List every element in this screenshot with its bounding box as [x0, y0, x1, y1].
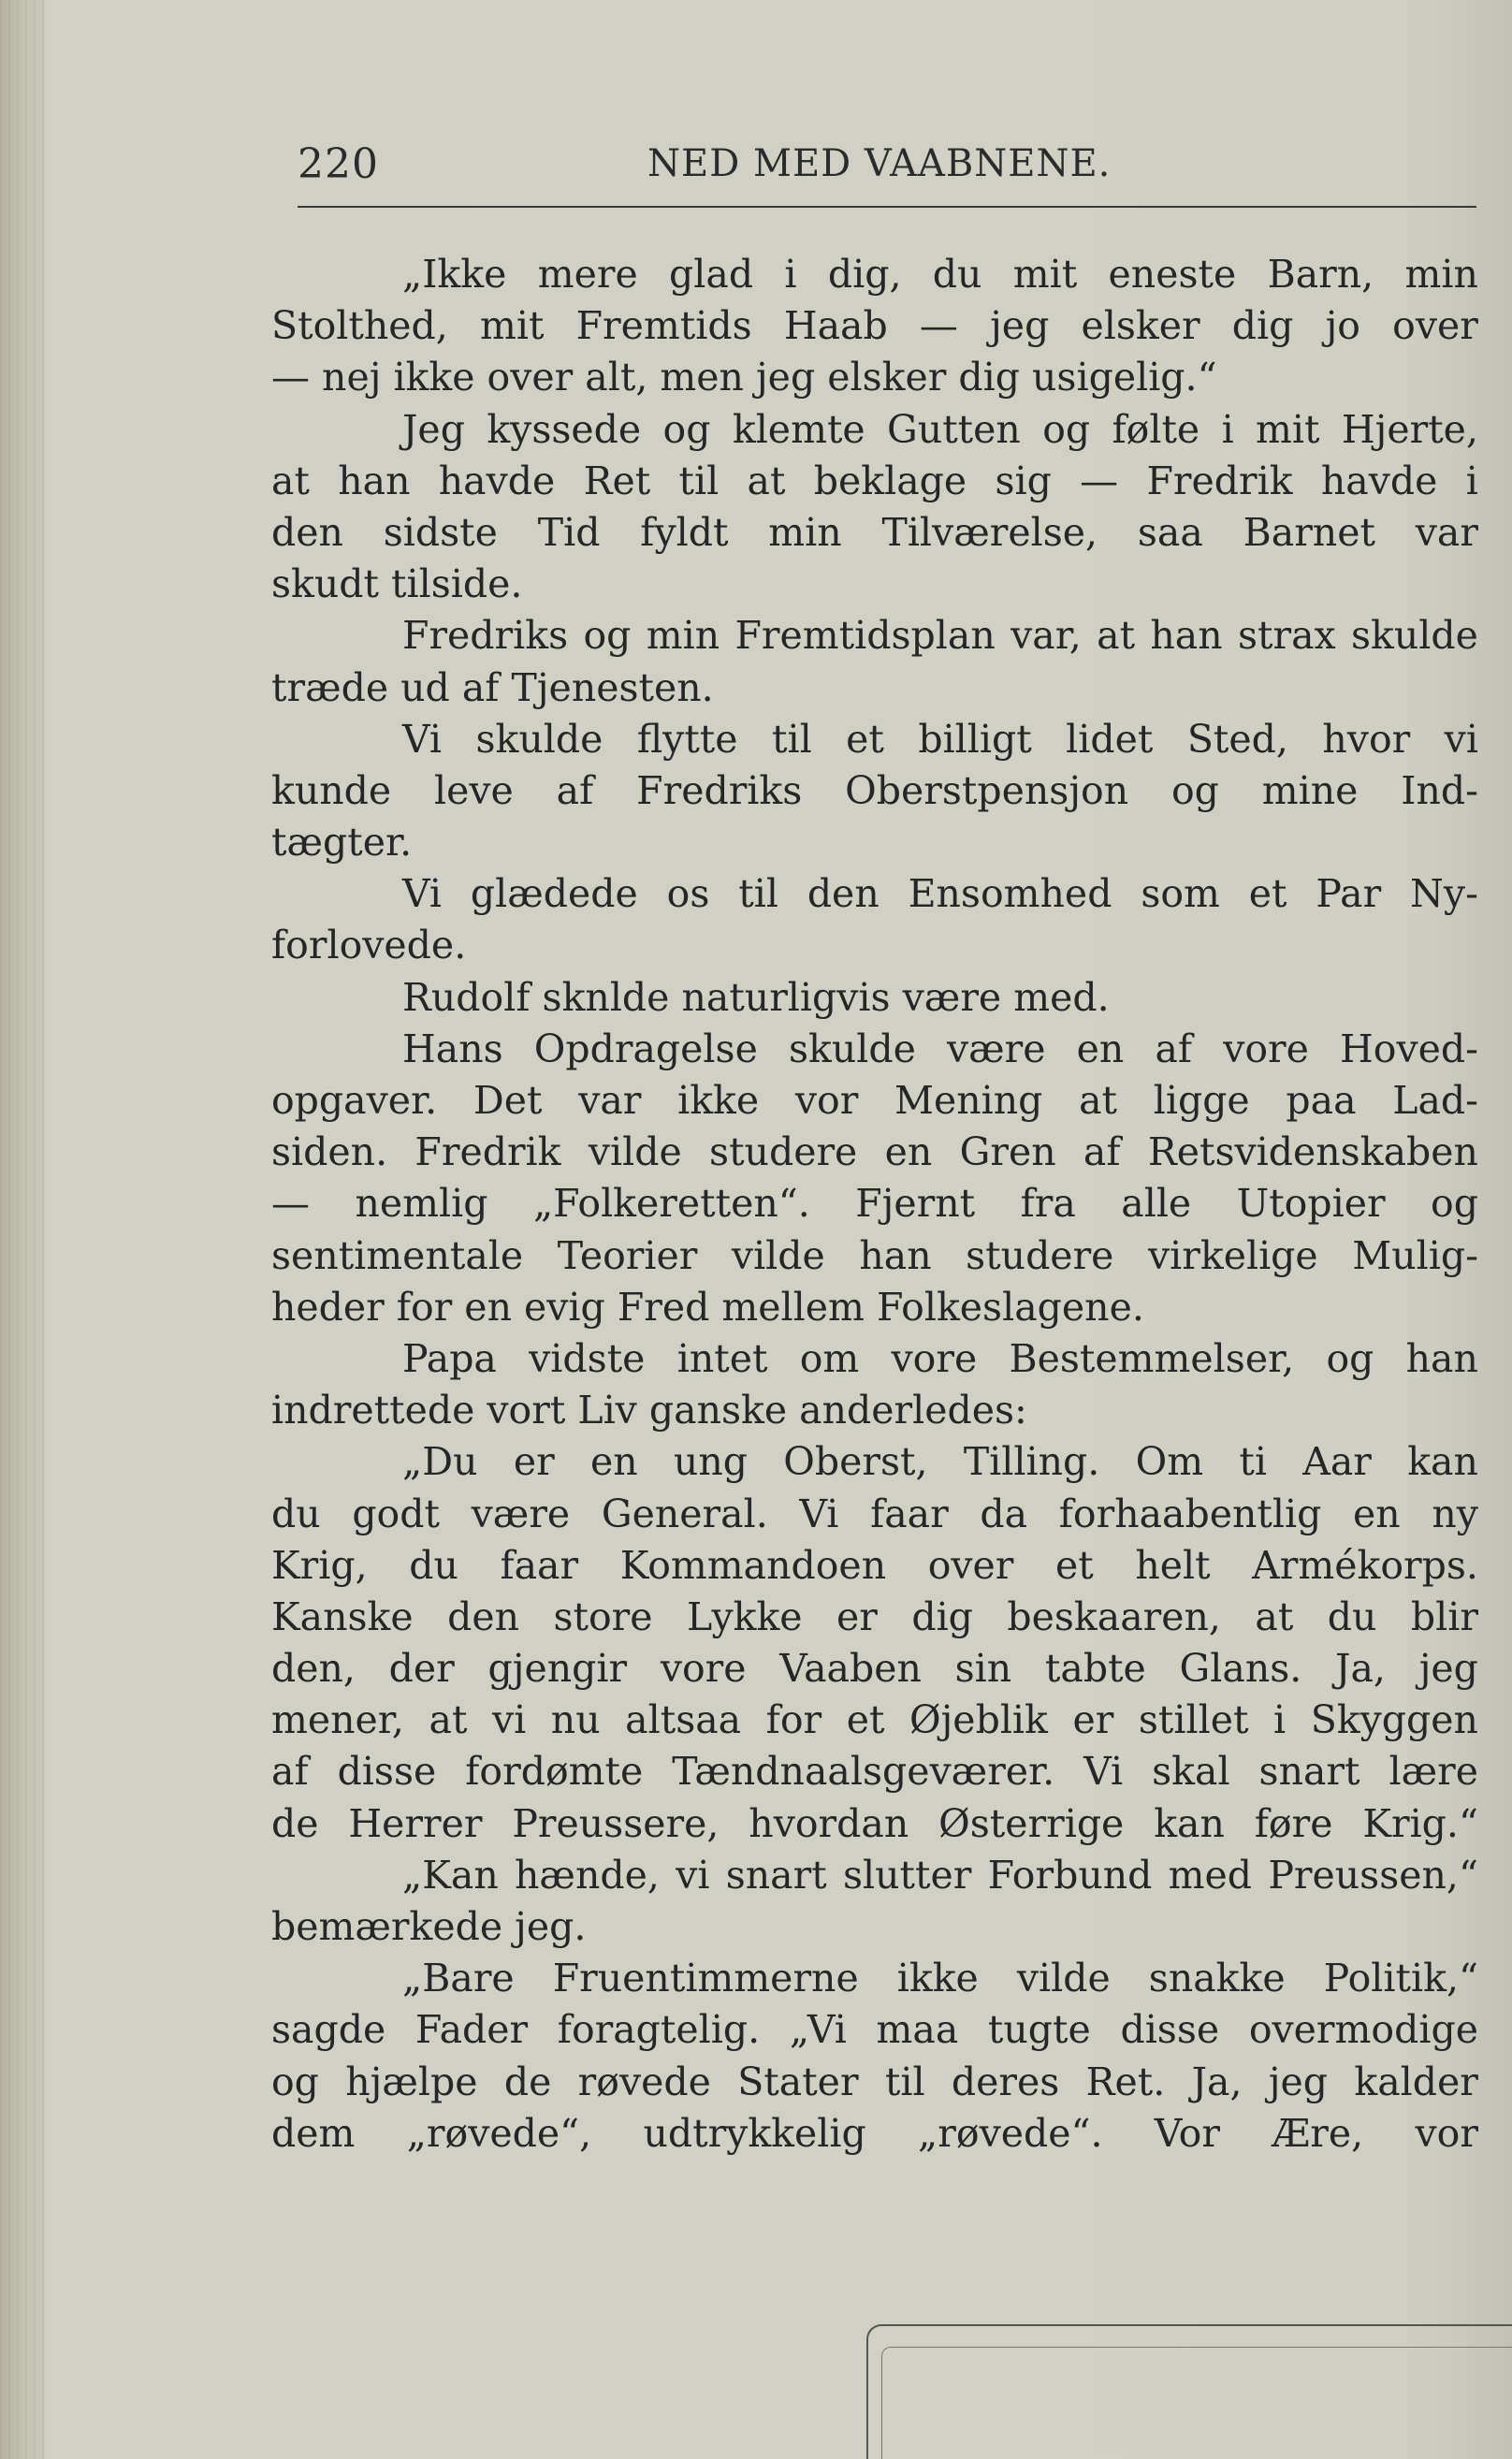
word: Krig.“ [1362, 1800, 1478, 1846]
text-line [271, 456, 1478, 507]
word: Tid [537, 509, 601, 555]
word: disse [1120, 2007, 1220, 2053]
word: lære [1388, 1749, 1478, 1795]
word: Kanske [271, 1593, 414, 1639]
word: os [666, 871, 710, 917]
word: klemte [732, 406, 865, 452]
word: Vi [799, 1491, 839, 1536]
text-line: indrettede vort Liv ganske anderledes: [271, 1388, 1027, 1433]
word: en [1353, 1491, 1401, 1536]
text-line [271, 1695, 1478, 1746]
word: være [471, 1491, 571, 1536]
word: i [784, 252, 797, 297]
word: havde [1320, 458, 1438, 503]
text-line [271, 1178, 1478, 1230]
word: da [980, 1491, 1028, 1536]
word: snart [725, 1852, 827, 1898]
page-gutter [0, 0, 45, 2459]
word: Stater [737, 2059, 859, 2104]
text-line [271, 1333, 1478, 1385]
word: Politik,“ [1323, 1956, 1478, 2001]
word: ti [1239, 1439, 1267, 1485]
word: fra [1020, 1181, 1076, 1227]
word: Ja, [1335, 1646, 1386, 1692]
text-line [271, 1850, 1478, 1901]
word: den [807, 871, 880, 917]
word: de [503, 2059, 552, 2104]
word: studere [966, 1232, 1114, 1278]
word: i [1273, 1697, 1287, 1743]
word: over [927, 1542, 1014, 1588]
text-line [271, 1798, 1478, 1850]
word: „røvede“, [406, 2110, 592, 2156]
text-line [271, 1643, 1478, 1695]
word: ikke [677, 1078, 760, 1123]
word: Hoved- [1340, 1026, 1478, 1071]
text-line [271, 300, 1478, 352]
text-line [271, 868, 1478, 920]
word: vore [660, 1646, 747, 1692]
word: Ret. [1085, 2059, 1166, 2104]
word: en [589, 1439, 638, 1485]
word: „Du [402, 1439, 478, 1485]
word: Oberst, [783, 1439, 928, 1485]
word: vidste [529, 1335, 646, 1381]
text-line: tægter. [271, 820, 413, 866]
word: er [836, 1593, 878, 1639]
body-text [271, 249, 1478, 2160]
word: foragtelig. [557, 2007, 761, 2053]
text-line [271, 1953, 1478, 2004]
word: for [765, 1697, 822, 1743]
word: Fremtidsplan [734, 613, 996, 659]
text-line [271, 249, 1478, 300]
word: stillet [1138, 1697, 1249, 1743]
word: — [1080, 458, 1119, 503]
word: vore [1223, 1026, 1309, 1071]
word: billigt [918, 716, 1032, 762]
word: var [1415, 509, 1478, 555]
word: elsker [1081, 303, 1200, 349]
word: den [271, 509, 343, 555]
word: virkelige [1147, 1232, 1318, 1278]
word: Herrer [348, 1800, 483, 1846]
text-line [271, 610, 1478, 662]
word: Barnet [1243, 509, 1375, 555]
word: Vi [402, 871, 443, 917]
word: Sted, [1186, 716, 1288, 762]
word: Jeg [402, 406, 465, 452]
word: Skyggen [1310, 1697, 1478, 1743]
text-line [271, 1024, 1478, 1075]
word: Preussere, [512, 1800, 720, 1846]
word: hænde, [515, 1852, 660, 1898]
word: sentimentale [271, 1232, 524, 1278]
word: vore [891, 1335, 978, 1381]
word: du [409, 1542, 458, 1588]
word: — [919, 303, 958, 349]
word: Ensomhed [908, 871, 1112, 917]
text-line [271, 2004, 1478, 2056]
word: faar [870, 1491, 949, 1536]
word: føre [1254, 1800, 1333, 1846]
text-line: bemærkede jeg. [271, 1904, 587, 1949]
word: dig, [827, 252, 902, 297]
word: kalder [1354, 2059, 1478, 2104]
word: til [771, 716, 812, 762]
word: slutter [842, 1852, 972, 1898]
word: Hans [402, 1026, 503, 1071]
page-header [298, 140, 1476, 193]
word: og [583, 613, 632, 659]
word: nu [550, 1697, 601, 1743]
word: en [884, 1129, 933, 1175]
word: røvede [577, 2059, 711, 2104]
word: Utopier [1236, 1181, 1386, 1227]
word: saa [1137, 509, 1203, 555]
word: et [1248, 871, 1287, 917]
word: Haab [783, 303, 888, 349]
word: Preussen,“ [1268, 1852, 1478, 1898]
word: flytte [636, 716, 738, 762]
word: med [1168, 1852, 1253, 1898]
text-line [271, 1436, 1478, 1488]
word: deres [951, 2059, 1060, 2104]
word: af [1155, 1026, 1193, 1071]
text-line [271, 1230, 1478, 1282]
word: snart [1258, 1749, 1360, 1795]
word: og [1170, 767, 1219, 813]
word: Tilling. [963, 1439, 1100, 1485]
page-number: 220 [298, 140, 379, 188]
word: kunde [271, 767, 392, 813]
word: Oberstpensjon [845, 767, 1129, 813]
word: om [799, 1335, 860, 1381]
word: var, [1010, 613, 1082, 659]
word: kan [1407, 1439, 1478, 1485]
word: Lad- [1392, 1078, 1478, 1123]
word: som [1141, 871, 1220, 917]
word: min [1404, 252, 1478, 297]
word: havde [438, 458, 556, 503]
word: kan [1154, 1800, 1225, 1846]
word: opgaver. [271, 1078, 438, 1123]
word: Fruentimmerne [552, 1956, 859, 2001]
word: Det [472, 1078, 543, 1123]
text-line: træde ud af Tjenesten. [271, 664, 714, 710]
word: vilde [1016, 1956, 1111, 2001]
word: Kommandoen [619, 1542, 887, 1588]
text-line [271, 1127, 1478, 1178]
text-line [271, 1489, 1478, 1540]
word: skulde [1351, 613, 1478, 659]
word: hvordan [749, 1800, 909, 1846]
word: af [556, 767, 594, 813]
word: til [738, 871, 778, 917]
word: ung [673, 1439, 748, 1485]
library-stamp-inner [881, 2347, 1512, 2459]
word: Vaaben [779, 1646, 922, 1692]
word: at [429, 1697, 468, 1743]
word: at [747, 458, 786, 503]
word: der [388, 1646, 455, 1692]
word: et [846, 716, 884, 762]
word: den, [271, 1646, 356, 1692]
word: vilde [588, 1129, 682, 1175]
word: Tændnaalsgeværer. [672, 1749, 1055, 1795]
word: Vi [402, 716, 443, 762]
word: ny [1432, 1491, 1478, 1536]
word: være [946, 1026, 1046, 1071]
word: altsaa [625, 1697, 742, 1743]
word: Aar [1302, 1439, 1372, 1485]
word: ligge [1153, 1078, 1250, 1123]
word: Fredrik [1146, 458, 1293, 503]
word: Teorier [557, 1232, 698, 1278]
running-title: NED MED VAABNENE. [647, 142, 1112, 185]
word: at [1255, 1593, 1294, 1639]
word: en [1076, 1026, 1125, 1071]
word: Armékorps. [1252, 1542, 1478, 1588]
word: i [1221, 406, 1234, 452]
text-line [271, 2108, 1478, 2160]
word: min [768, 509, 842, 555]
word: den [447, 1593, 519, 1639]
word: disse [337, 1749, 437, 1795]
word: blir [1410, 1593, 1478, 1639]
word: Ret [583, 458, 651, 503]
word: dig [911, 1593, 973, 1639]
word: helt [1135, 1542, 1211, 1588]
word: mere [537, 252, 638, 297]
word: de [271, 1800, 319, 1846]
word: mine [1261, 767, 1359, 813]
word: kyssede [487, 406, 642, 452]
word: „Folkeretten“. [532, 1181, 810, 1227]
word: jeg [990, 303, 1050, 349]
word: „Bare [402, 1956, 515, 2001]
word: vi [491, 1697, 527, 1743]
word: Forbund [987, 1852, 1153, 1898]
word: Krig, [271, 1542, 368, 1588]
word: Ind- [1401, 767, 1478, 813]
word: Lykke [686, 1593, 803, 1639]
word: fordømte [465, 1749, 644, 1795]
word: sagde [271, 2007, 386, 2053]
word: — [271, 1181, 310, 1227]
word: over [1392, 303, 1478, 349]
word: snakke [1148, 1956, 1286, 2001]
word: et [846, 1697, 885, 1743]
word: var [578, 1078, 642, 1123]
text-line: skudt tilside. [271, 561, 523, 607]
word: Ja, [1191, 2059, 1243, 2104]
word: han [338, 458, 411, 503]
word: beskaaren, [1007, 1593, 1221, 1639]
word: ikke [896, 1956, 979, 2001]
word: af [1083, 1129, 1121, 1175]
word: vi [676, 1852, 710, 1898]
word: Fredrik [414, 1129, 561, 1175]
word: „røvede“. [918, 2110, 1103, 2156]
word: tabte [1044, 1646, 1146, 1692]
word: Papa [402, 1335, 497, 1381]
word: fyldt [640, 509, 729, 555]
word: paa [1286, 1078, 1357, 1123]
word: Fredriks [636, 767, 803, 813]
word: mit [1012, 252, 1078, 297]
word: er [513, 1439, 555, 1485]
word: lidet [1066, 716, 1154, 762]
word: dem [271, 2110, 356, 2156]
word: et [1054, 1542, 1094, 1588]
word: Gutten [887, 406, 1021, 452]
word: Om [1135, 1439, 1204, 1485]
word: beklage [813, 458, 967, 503]
word: „Ikke [402, 252, 507, 297]
word: Mulig- [1352, 1232, 1478, 1278]
word: vor [794, 1078, 859, 1123]
word: vilde [731, 1232, 825, 1278]
text-line [271, 714, 1478, 765]
word: Vi [1083, 1749, 1124, 1795]
word: mit [1256, 406, 1320, 452]
word: jeg [1418, 1646, 1478, 1692]
word: General. [601, 1491, 768, 1536]
word: Ny- [1410, 871, 1478, 917]
word: store [553, 1593, 653, 1639]
word: Stolthed, [271, 303, 448, 349]
word: tugte [987, 2007, 1091, 2053]
word: af [271, 1749, 309, 1795]
header-rule [298, 206, 1476, 208]
word: eneste [1108, 252, 1237, 297]
word: at [1097, 613, 1136, 659]
text-line [271, 404, 1478, 456]
word: Retsvidenskaben [1147, 1129, 1478, 1175]
word: Østerrige [938, 1800, 1125, 1846]
text-line: Rudolf sknlde naturligvis være med. [402, 974, 1110, 1020]
word: mit [479, 303, 545, 349]
word: skulde [788, 1026, 916, 1071]
word: Glans. [1179, 1646, 1302, 1692]
word: godt [352, 1491, 440, 1536]
word: strax [1238, 613, 1336, 659]
word: maa [876, 2007, 959, 2053]
word: Gren [959, 1129, 1056, 1175]
word: Barn, [1267, 252, 1374, 297]
word: studere [709, 1129, 858, 1175]
word: Mening [894, 1078, 1043, 1123]
word: Par [1316, 871, 1382, 917]
word: du [1327, 1593, 1377, 1639]
word: dig [1231, 303, 1294, 349]
word: jo [1325, 303, 1360, 349]
word: følte [1112, 406, 1200, 452]
word: til [884, 2059, 925, 2104]
word: han [859, 1232, 932, 1278]
word: Fader [414, 2007, 529, 2053]
word: Ære, [1272, 2110, 1364, 2156]
word: alle [1121, 1181, 1192, 1227]
word: at [1079, 1078, 1118, 1123]
word: sig [995, 458, 1052, 503]
word: du [271, 1491, 321, 1536]
text-line [271, 1540, 1478, 1592]
word: udtrykkelig [643, 2110, 866, 2156]
word: leve [434, 767, 514, 813]
word: mener, [271, 1697, 404, 1743]
text-line [271, 2057, 1478, 2108]
word: skal [1152, 1749, 1230, 1795]
word: forhaabentlig [1058, 1491, 1322, 1536]
text-line [271, 765, 1478, 817]
word: „Kan [402, 1852, 499, 1898]
word: at [271, 458, 310, 503]
word: og [271, 2059, 319, 2104]
word: glædede [470, 871, 638, 917]
word: Opdragelse [533, 1026, 758, 1071]
word: og [1431, 1181, 1478, 1227]
word: gjengir [487, 1646, 628, 1692]
word: jeg [1268, 2059, 1329, 2104]
word: Fjernt [855, 1181, 976, 1227]
text-line [271, 1592, 1478, 1643]
word: glad [669, 252, 754, 297]
word: sidste [383, 509, 498, 555]
word: vor [1415, 2110, 1478, 2156]
text-line [271, 507, 1478, 559]
word: vi [1444, 716, 1478, 762]
word: min [646, 613, 720, 659]
text-line: forlovede. [271, 923, 467, 968]
word: Bestemmelser, [1009, 1335, 1295, 1381]
library-stamp-frame [866, 2324, 1512, 2459]
word: hjælpe [345, 2059, 478, 2104]
word: sin [954, 1646, 1012, 1692]
word: Vor [1154, 2110, 1220, 2156]
word: er [1072, 1697, 1114, 1743]
text-line [271, 1075, 1478, 1127]
word: han [1405, 1335, 1478, 1381]
word: Fredriks [402, 613, 569, 659]
word: og [662, 406, 711, 452]
word: siden. [271, 1129, 388, 1175]
word: til [678, 458, 720, 503]
word: Hjerte, [1341, 406, 1478, 452]
word: i [1465, 458, 1478, 503]
word: Øjeblik [909, 1697, 1048, 1743]
word: Fremtids [575, 303, 752, 349]
word: hvor [1322, 716, 1411, 762]
word: overmodige [1248, 2007, 1478, 2053]
word: „Vi [789, 2007, 847, 2053]
text-line: — nej ikke over alt, men jeg elsker dig usigelig.“ [271, 355, 1217, 400]
word: du [932, 252, 982, 297]
word: han [1150, 613, 1223, 659]
text-line: heder for en evig Fred mellem Folkeslagene. [271, 1284, 1144, 1330]
text-line [271, 1746, 1478, 1797]
word: faar [500, 1542, 579, 1588]
word: og [1326, 1335, 1374, 1381]
word: nemlig [355, 1181, 488, 1227]
word: Tilværelse, [881, 509, 1098, 555]
word: intet [676, 1335, 768, 1381]
word: skulde [475, 716, 603, 762]
word: og [1042, 406, 1091, 452]
